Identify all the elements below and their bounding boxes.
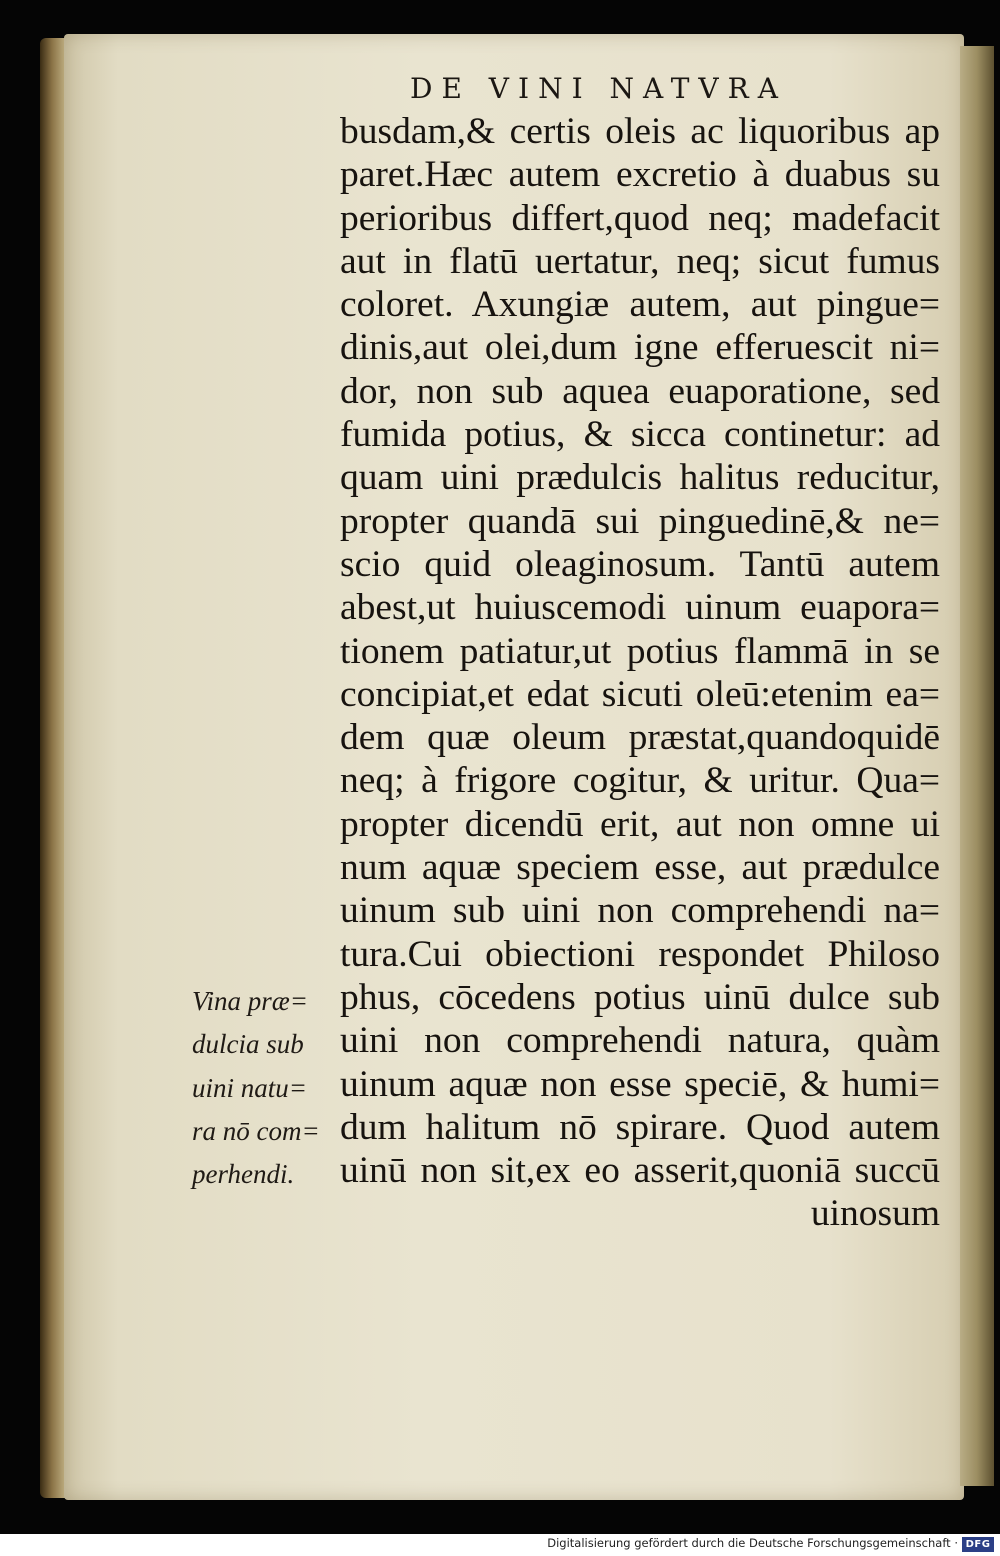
marginal-note xyxy=(192,980,332,1196)
text-line: dem quæ oleum præstat,quandoquidē xyxy=(340,717,940,759)
text-line: fumida potius, & sicca continetur: ad xyxy=(340,414,940,456)
catchword: uinosum xyxy=(810,1193,940,1235)
text-line: perioribus differt,quod neq; madefacit xyxy=(340,197,940,239)
text-line: uinum aquæ non esse speciē, & humi= xyxy=(340,1063,940,1105)
text-line: quam uini prædulcis halitus reducitur, xyxy=(340,457,940,499)
text-line: num aquæ speciem esse, aut prædulce xyxy=(340,847,940,889)
text-line: dinis,aut olei,dum igne efferuescit ni= xyxy=(340,327,940,369)
text-line: uinum sub uini non comprehendi na= xyxy=(340,890,940,932)
text-line: coloret. Axungiæ autem, aut pingue= xyxy=(340,284,940,326)
dfg-logo: DFG xyxy=(962,1537,994,1552)
marginal-note-line: dulcia sub xyxy=(192,1029,304,1060)
text-line: scio quid oleaginosum. Tantū autem xyxy=(340,543,940,585)
funding-credit: Digitalisierung gefördert durch die Deutsche Forschungsgemeinschaft · xyxy=(547,1536,958,1550)
text-line: tionem patiatur,ut potius flammā in se xyxy=(340,630,940,672)
marginal-note-line: ra nō com= xyxy=(192,1115,320,1146)
text-line: propter dicendū erit, aut non omne ui xyxy=(340,803,940,845)
text-line: uinū non sit,ex eo asserit,quoniā succū xyxy=(340,1150,940,1192)
marginal-note-line: perhendi. xyxy=(192,1159,295,1190)
body-text xyxy=(340,110,940,1236)
text-line: dum halitum nō spirare. Quod autem xyxy=(340,1106,940,1148)
text-line: dor, non sub aquea euaporatione, sed xyxy=(340,370,940,412)
text-line: uini non comprehendi natura, quàm xyxy=(340,1020,940,1062)
running-head: DE VINI NATVRA xyxy=(410,72,787,105)
text-line: concipiat,et edat sicuti oleū:etenim ea= xyxy=(340,673,940,715)
text-line: busdam,& certis oleis ac liquoribus ap xyxy=(340,111,940,152)
text-line: phus, cōcedens potius uinū dulce sub xyxy=(340,976,940,1018)
marginal-note-line: uini natu= xyxy=(192,1072,307,1103)
text-line: aut in flatū uertatur, neq; sicut fumus xyxy=(340,240,940,282)
text-line: neq; à frigore cogitur, & uritur. Qua= xyxy=(340,760,940,802)
text-line: propter quandā sui pinguedinē,& ne= xyxy=(340,500,940,542)
marginal-note-line: Vina præ= xyxy=(192,986,308,1016)
funding-footer xyxy=(0,1534,1000,1556)
page-stack-edge xyxy=(960,46,994,1486)
text-line: abest,ut huiuscemodi uinum euapora= xyxy=(340,587,940,629)
text-line: tura.Cui obiectioni respondet Philoso xyxy=(340,933,940,975)
text-line: paret.Hæc autem excretio à duabus su xyxy=(340,154,940,196)
